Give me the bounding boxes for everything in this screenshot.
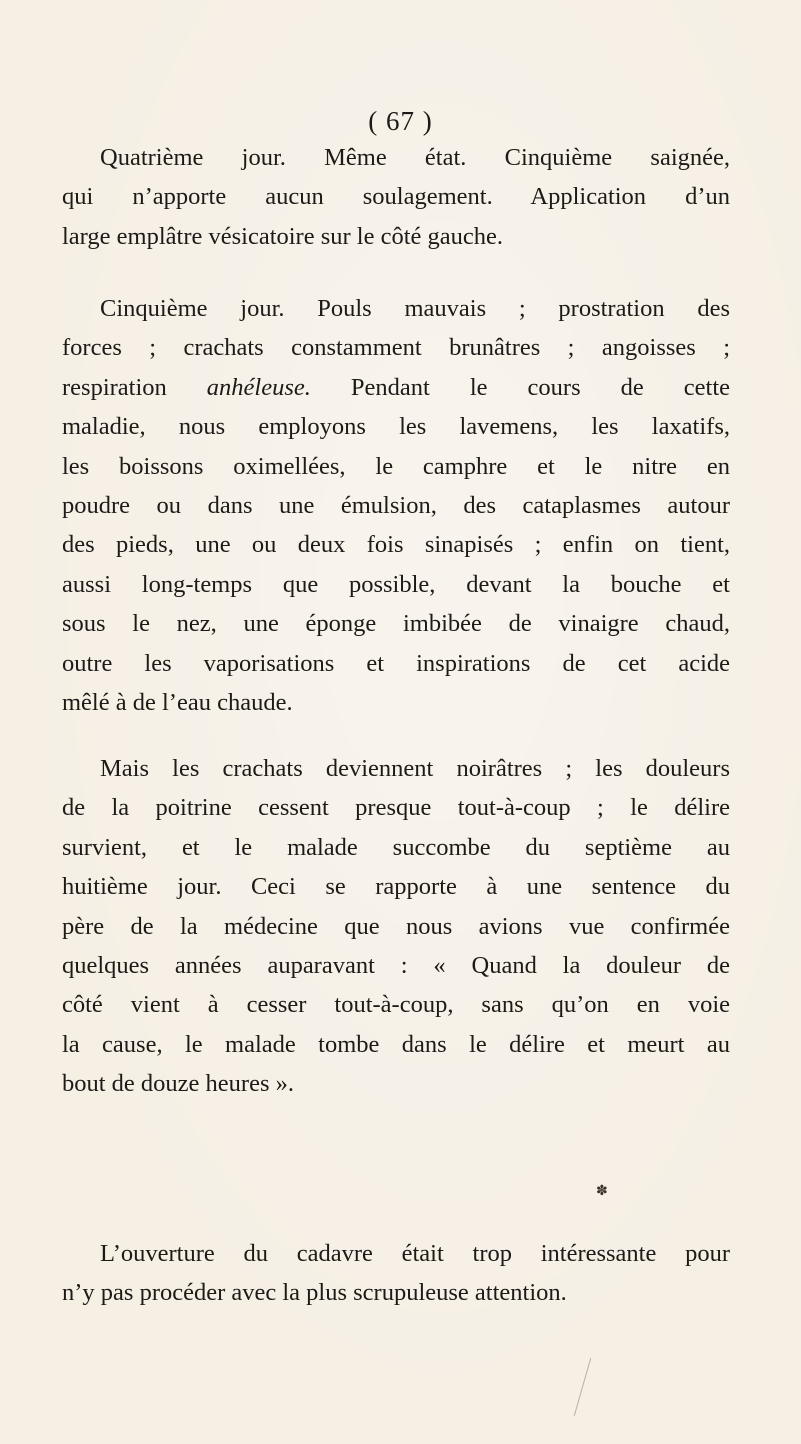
paragraph-line: Cinquième jour. Pouls mauvais ; prostration des [100,295,730,322]
ink-mark: ✽ [596,1184,608,1199]
paper-mark [574,1358,591,1416]
paragraph-line: bout de douze heures ». [62,1070,294,1098]
paragraph-line: des pieds, une ou deux fois sinapisés ; enfin on tient, [62,531,730,559]
paragraph-line: de la poitrine cessent presque tout-à-coup ; le délire [62,794,730,822]
paragraph-line-with-italic [62,368,730,407]
paragraph-line: mêlé à de l’eau chaude. [62,689,293,717]
italic-word: anhéleuse. [206,373,311,401]
paragraph-line: la cause, le malade tombe dans le délire et meurt au [62,1030,730,1058]
paragraph-line: survient, et le malade succombe du septième au [62,833,730,861]
paragraph-1 [62,138,730,256]
line-text-after: Pendant le cours de cette [310,373,730,401]
line-text-before: respiration [62,373,207,401]
paragraph-line: poudre ou dans une émulsion, des cataplasmes autour [62,492,730,520]
paragraph-4 [62,1234,730,1313]
paragraph-line: Mais les crachats deviennent noirâtres ; les douleurs [100,755,730,782]
paragraph-line: Quatrième jour. Même état. Cinquième saignée, [100,144,730,171]
paragraph-line: forces ; crachats constamment brunâtres ; angoisses ; [62,334,730,362]
page-number: ( 67 ) [368,106,433,136]
paragraph-line: les boissons oximellées, le camphre et le nitre en [62,452,730,480]
paragraph-line: outre les vaporisations et inspirations de cet acide [62,649,730,677]
paragraph-line: qui n’apporte aucun soulagement. Application d’un [62,183,730,211]
paragraph-line: père de la médecine que nous avions vue confirmée [62,912,730,940]
paragraph-line: côté vient à cesser tout-à-coup, sans qu’on en voie [62,991,730,1019]
paragraph-3 [62,749,730,1104]
paragraph-line: maladie, nous employons les lavemens, les laxatifs, [62,413,730,441]
paragraph-line: n’y pas procéder avec la plus scrupuleuse attention. [62,1279,567,1307]
paragraph-line: L’ouverture du cadavre était trop intéressante pour [100,1240,730,1267]
paragraph-line: sous le nez, une éponge imbibée de vinaigre chaud, [62,610,730,638]
paragraph-line: quelques années auparavant : « Quand la douleur de [62,952,730,980]
paragraph-line: aussi long-temps que possible, devant la bouche et [62,570,730,598]
paragraph-2 [62,289,730,722]
paragraph-line: huitième jour. Ceci se rapporte à une sentence du [62,873,730,901]
paragraph-line: large emplâtre vésicatoire sur le côté gauche. [62,222,504,250]
